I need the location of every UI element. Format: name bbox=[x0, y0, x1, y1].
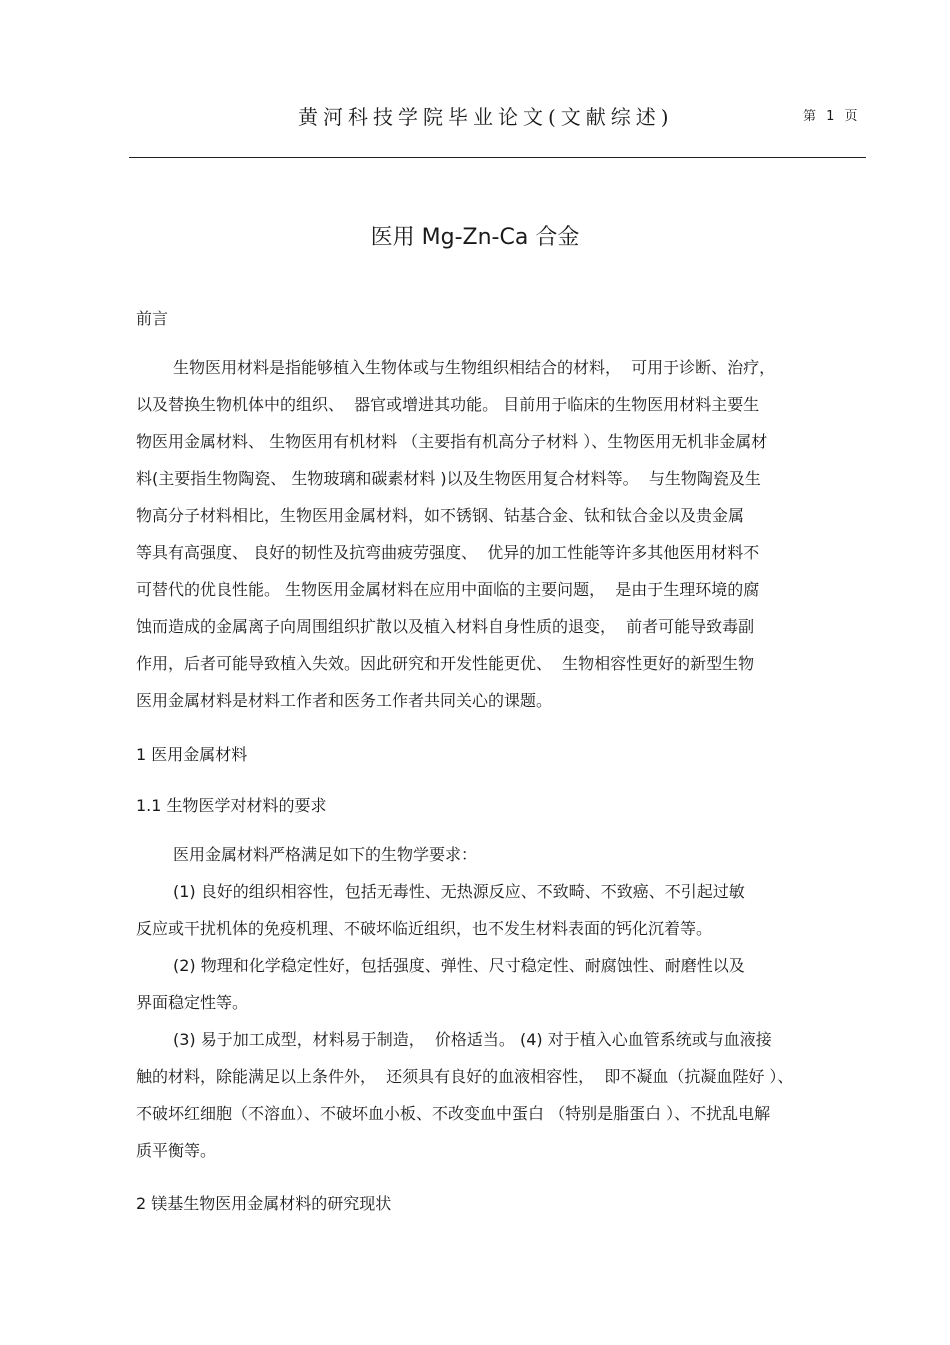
requirement-1 bbox=[136, 873, 852, 947]
paragraph-line: 以及替换生物机体中的组织、 器官或增进其功能。 目前用于临床的生物医用材料主要生 bbox=[136, 395, 760, 414]
paragraph-line: 不破坏红细胞（不溶血）、不破坏血小板、不改变血中蛋白 （特别是脂蛋白 ）、不扰乱电解 bbox=[136, 1104, 771, 1123]
preface-heading: 前言 bbox=[136, 309, 169, 328]
section-1-heading: 1 医用金属材料 bbox=[136, 745, 248, 764]
paragraph-line: 物高分子材料相比，生物医用金属材料，如不锈钢、钴基合金、钛和钛合金以及贵金属 bbox=[136, 506, 745, 525]
document-title: 医用 Mg-Zn-Ca 合金 bbox=[370, 225, 580, 250]
paragraph-line: (3) 易于加工成型，材料易于制造， 价格适当。 (4) 对于植入心血管系统或与血液接 bbox=[173, 1030, 772, 1049]
paragraph-line: (1) 良好的组织相容性，包括无毒性、无热源反应、不致畸、不致癌、不引起过敏 bbox=[173, 882, 745, 901]
page-number: 第 1 页 bbox=[803, 109, 858, 124]
paragraph-line: 医用金属材料严格满足如下的生物学要求： bbox=[173, 845, 478, 864]
paragraph-line: (2) 物理和化学稳定性好，包括强度、弹性、尺寸稳定性、耐腐蚀性、耐磨性以及 bbox=[173, 956, 745, 975]
paragraph-line: 可替代的优良性能。 生物医用金属材料在应用中面临的主要问题， 是由于生理环境的腐 bbox=[136, 580, 760, 599]
header-title: 黄河科技学院毕业论文(文献综述) bbox=[298, 105, 674, 129]
paragraph-line: 界面稳定性等。 bbox=[136, 993, 249, 1012]
paragraph-line: 料(主要指生物陶瓷、 生物玻璃和碳素材料 )以及生物医用复合材料等。 与生物陶瓷及生 bbox=[136, 469, 761, 488]
paragraph-line: 医用金属材料是材料工作者和医务工作者共同关心的课题。 bbox=[136, 691, 553, 710]
paragraph-line: 反应或干扰机体的免疫机理、不破坏临近组织，也不发生材料表面的钙化沉着等。 bbox=[136, 919, 713, 938]
preface-paragraph bbox=[136, 349, 852, 719]
paragraph-line: 质平衡等。 bbox=[136, 1141, 217, 1160]
requirements-intro bbox=[136, 836, 852, 873]
paragraph-line: 蚀而造成的金属离子向周围组织扩散以及植入材料自身性质的退变， 前者可能导致毒副 bbox=[136, 617, 755, 636]
requirement-2 bbox=[136, 947, 852, 1021]
paragraph-line: 生物医用材料是指能够植入生物体或与生物组织相结合的材料， 可用于诊断、治疗， bbox=[173, 358, 776, 377]
requirement-3 bbox=[136, 1021, 852, 1169]
header-divider bbox=[129, 157, 866, 158]
paragraph-line: 作用，后者可能导致植入失效。因此研究和开发性能更优、 生物相容性更好的新型生物 bbox=[136, 654, 755, 673]
section-1-1-heading: 1.1 生物医学对材料的要求 bbox=[136, 796, 327, 815]
paragraph-line: 物医用金属材料、 生物医用有机材料 （主要指有机高分子材料 ）、生物医用无机非金属材 bbox=[136, 432, 768, 451]
paragraph-line: 等具有高强度、 良好的韧性及抗弯曲疲劳强度、 优异的加工性能等许多其他医用材料不 bbox=[136, 543, 760, 562]
paragraph-line: 触的材料，除能满足以上条件外， 还须具有良好的血液相容性， 即不凝血（抗凝血陛好 ）、 bbox=[136, 1067, 794, 1086]
section-2-heading: 2 镁基生物医用金属材料的研究现状 bbox=[136, 1194, 392, 1213]
